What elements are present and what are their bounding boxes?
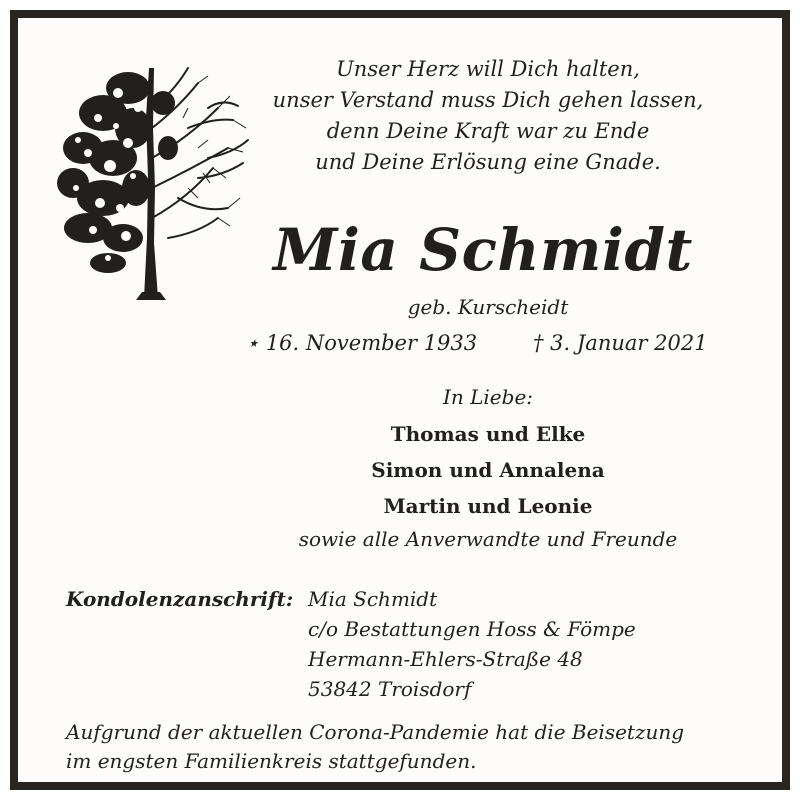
address-line: Hermann-Ehlers-Straße 48	[308, 647, 583, 671]
notice-line: im engsten Familienkreis stattgefunden.	[66, 749, 477, 773]
verse	[268, 54, 708, 178]
address-line: 53842 Troisdorf	[308, 677, 472, 701]
condolence-label: Kondolenzanschrift:	[66, 587, 294, 611]
condolence-address	[308, 584, 636, 704]
address-line: c/o Bestattungen Hoss & Fömpe	[308, 617, 636, 641]
birth-date: ⋆ 16. November 1933	[246, 331, 478, 355]
mourner-family: Martin und Leonie	[383, 494, 593, 518]
mourner-families	[268, 416, 708, 524]
address-line: Mia Schmidt	[308, 587, 438, 611]
tree-icon	[48, 48, 258, 308]
verse-line: Unser Herz will Dich halten,	[336, 57, 640, 81]
obituary-frame	[10, 10, 790, 790]
mourner-family: Simon und Annalena	[371, 458, 605, 482]
verse-line: unser Verstand muss Dich gehen lassen,	[272, 88, 704, 112]
deceased-name: Mia Schmidt	[273, 216, 693, 284]
burial-notice	[66, 718, 766, 776]
mourners-intro: In Liebe:	[442, 385, 534, 409]
verse-line: denn Deine Kraft war zu Ende	[326, 119, 650, 143]
notice-line: Aufgrund der aktuellen Corona-Pandemie hat die Beisetzung	[66, 720, 685, 744]
mourner-family: Thomas und Elke	[390, 422, 586, 446]
mourners-others: sowie alle Anverwandte und Freunde	[298, 527, 678, 551]
verse-line: und Deine Erlösung eine Gnade.	[315, 150, 661, 174]
death-date: † 3. Januar 2021	[533, 331, 708, 355]
birth-name: geb. Kurscheidt	[407, 295, 569, 319]
